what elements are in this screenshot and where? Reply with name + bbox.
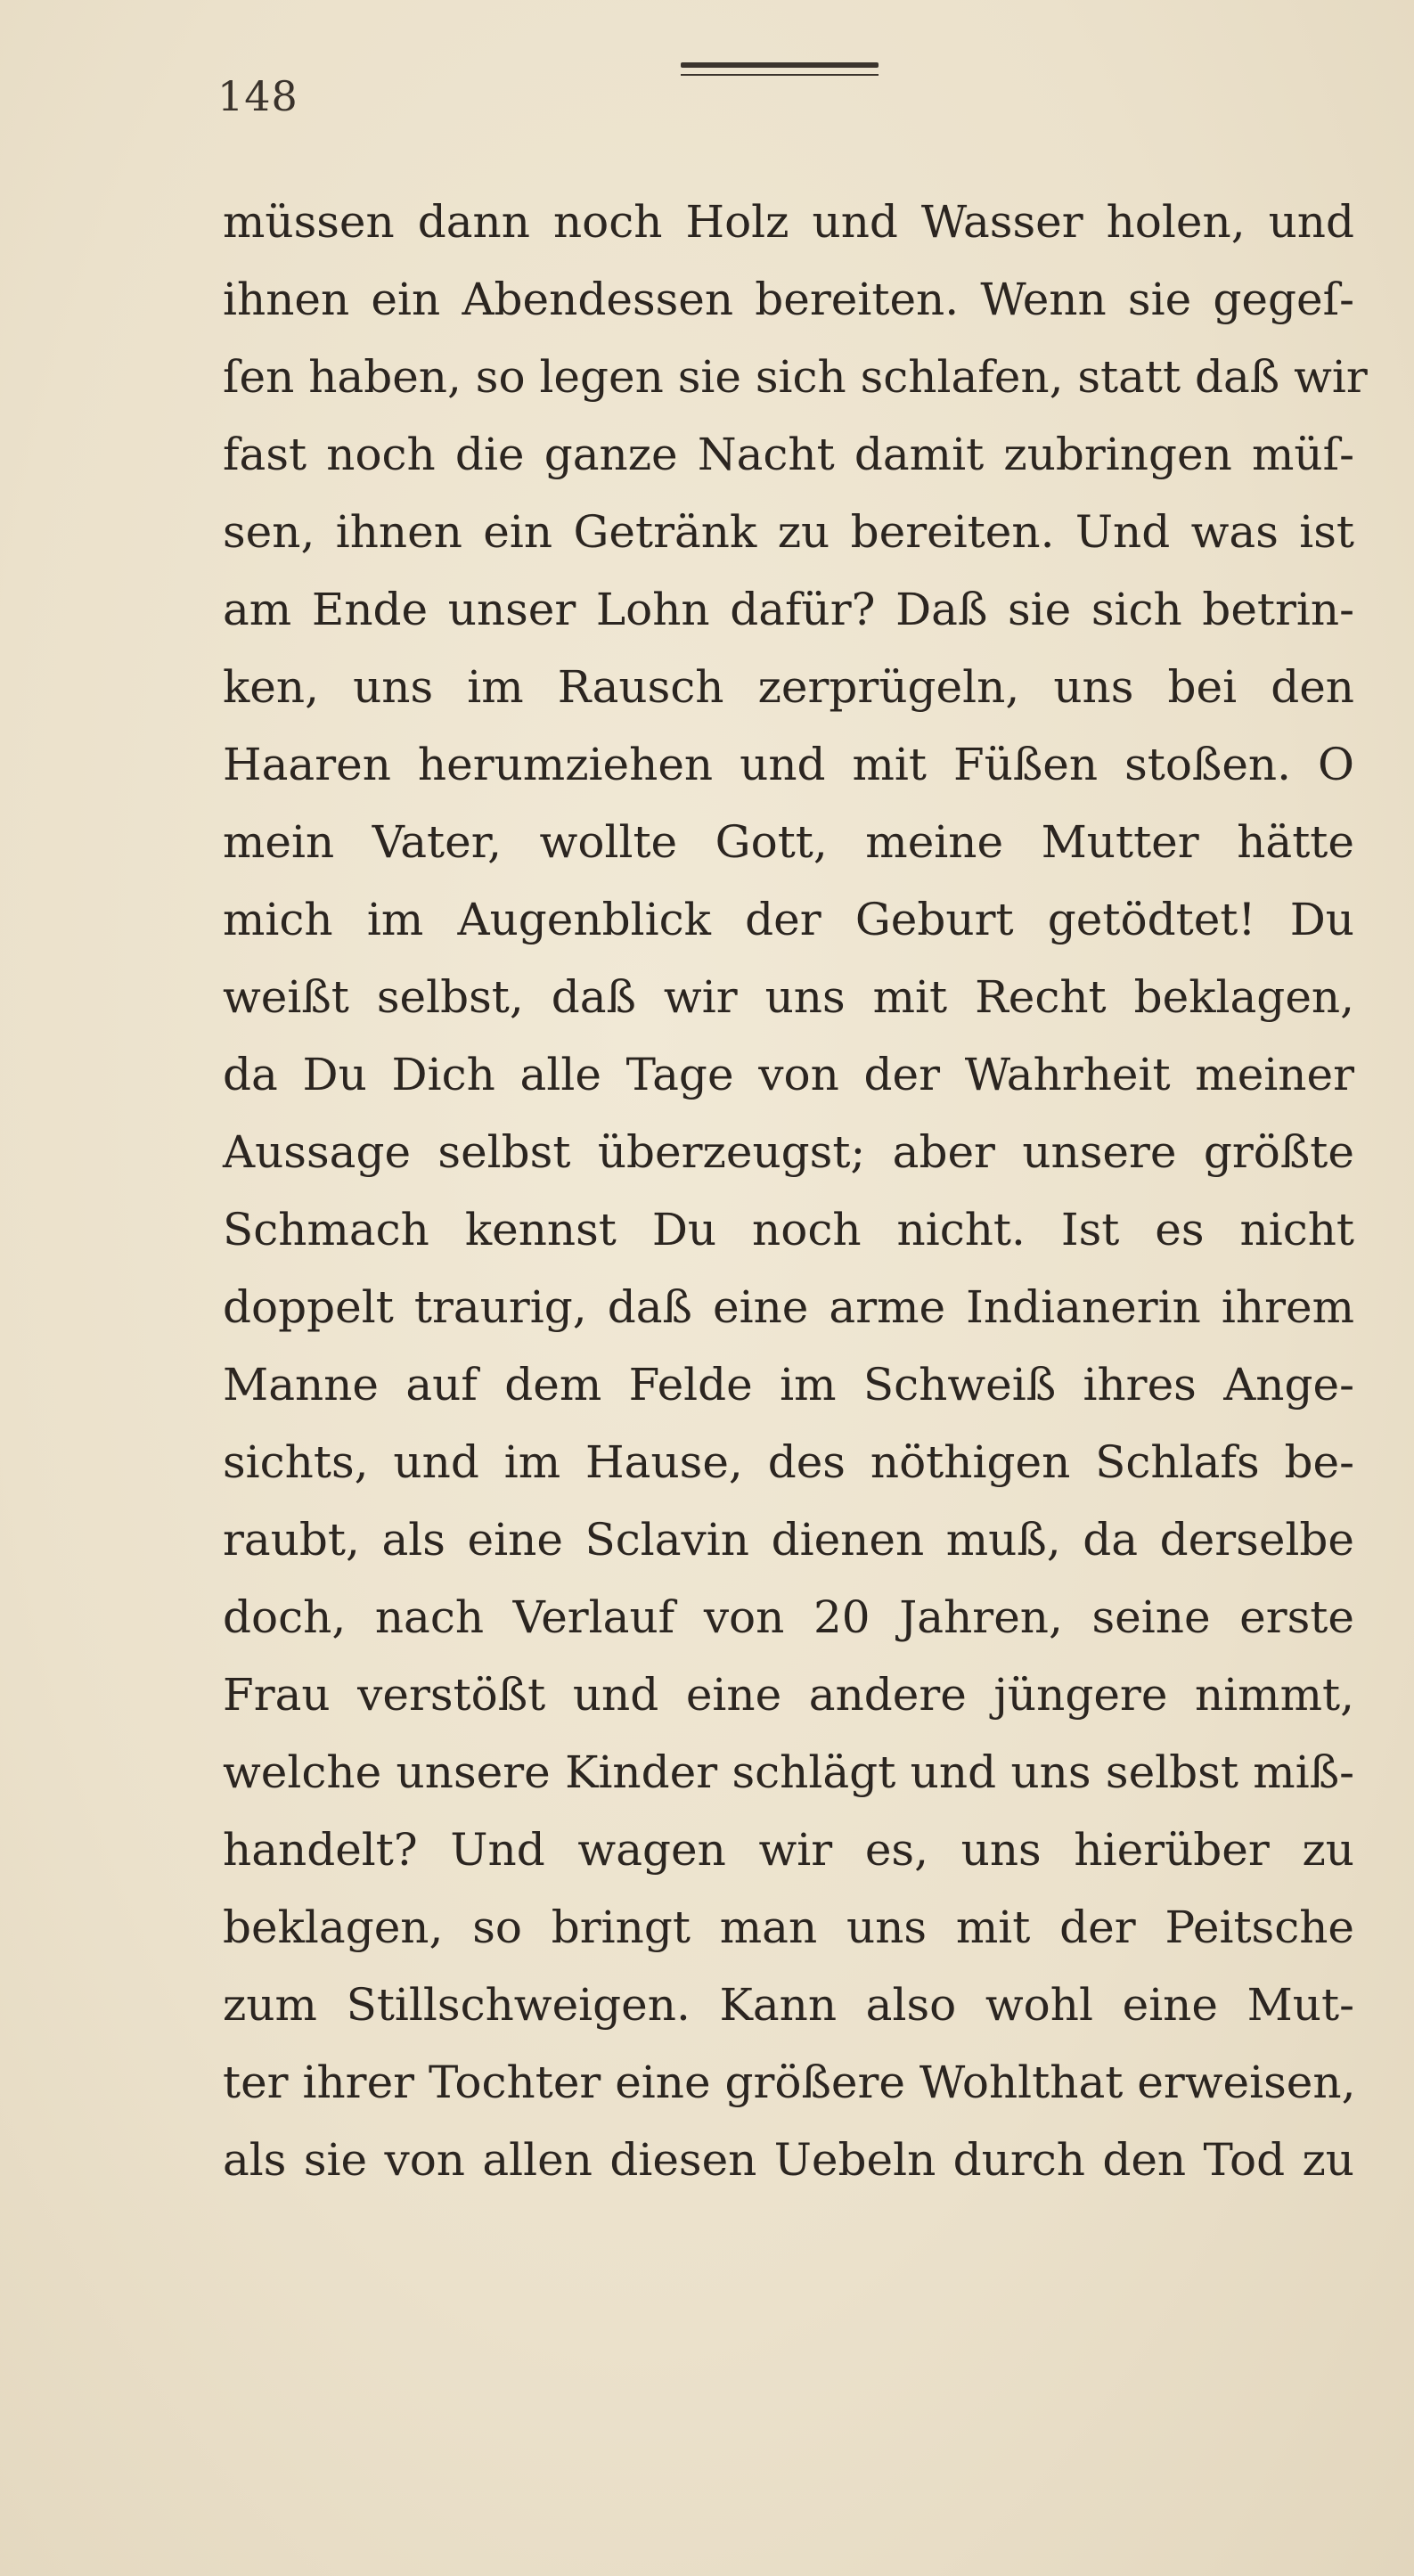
text-line: da Du Dich alle Tage von der Wahrheit meiner (223, 1049, 1354, 1100)
text-line: zum Stillschweigen. Kann also wohl eine Mut- (223, 1979, 1354, 2031)
text-line: ken, uns im Rausch zerprügeln, uns bei den (223, 661, 1354, 713)
text-line: müssen dann noch Holz und Wasser holen, und (223, 196, 1354, 248)
text-line: ter ihrer Tochter eine größere Wohlthat erweisen, (223, 2057, 1356, 2108)
text-line: welche unsere Kinder schlägt und uns selbst miß- (223, 1746, 1354, 1798)
text-line: mein Vater, wollte Gott, meine Mutter hätte (223, 816, 1354, 868)
text-line: sichts, und im Hause, des nöthigen Schlafs be- (223, 1436, 1354, 1488)
text-line: Haaren herumziehen und mit Füßen stoßen. O (223, 739, 1354, 790)
header-rule-thick (681, 62, 879, 68)
text-line: Manne auf dem Felde im Schweiß ihres Ange- (223, 1359, 1354, 1411)
page-number: 148 (217, 72, 298, 120)
text-line: handelt? Und wagen wir es, uns hierüber zu (223, 1824, 1354, 1876)
header-rule-thin (681, 74, 879, 76)
text-line: ihnen ein Abendessen bereiten. Wenn sie gegeſ- (223, 274, 1354, 325)
text-line: weißt selbst, daß wir uns mit Recht beklagen, (223, 971, 1354, 1023)
text-line: mich im Augenblick der Geburt getödtet! Du (223, 894, 1354, 945)
text-line: als sie von allen diesen Uebeln durch den Tod zu (223, 2134, 1354, 2186)
text-line: Frau verstößt und eine andere jüngere nimmt, (223, 1669, 1354, 1721)
text-line: ſen haben, so legen sie sich schlafen, statt daß wir (223, 351, 1368, 403)
text-line: sen, ihnen ein Getränk zu bereiten. Und was ist (223, 506, 1354, 558)
body-text (223, 184, 1368, 2199)
header-rule (681, 62, 879, 80)
text-line: Aussage selbst überzeugst; aber unsere größte (223, 1126, 1354, 1178)
text-line: doch, nach Verlauf von 20 Jahren, seine erste (223, 1591, 1354, 1643)
text-line: fast noch die ganze Nacht damit zubringen müſ- (223, 429, 1354, 480)
text-line: beklagen, so bringt man uns mit der Peitsche (223, 1901, 1354, 1953)
text-line: am Ende unser Lohn dafür? Daß sie sich betrin- (223, 584, 1354, 635)
text-line: Schmach kennst Du noch nicht. Ist es nicht (223, 1204, 1354, 1255)
text-line: doppelt traurig, daß eine arme Indianerin ihrem (223, 1281, 1354, 1333)
text-line: raubt, als eine Sclavin dienen muß, da derselbe (223, 1514, 1354, 1566)
